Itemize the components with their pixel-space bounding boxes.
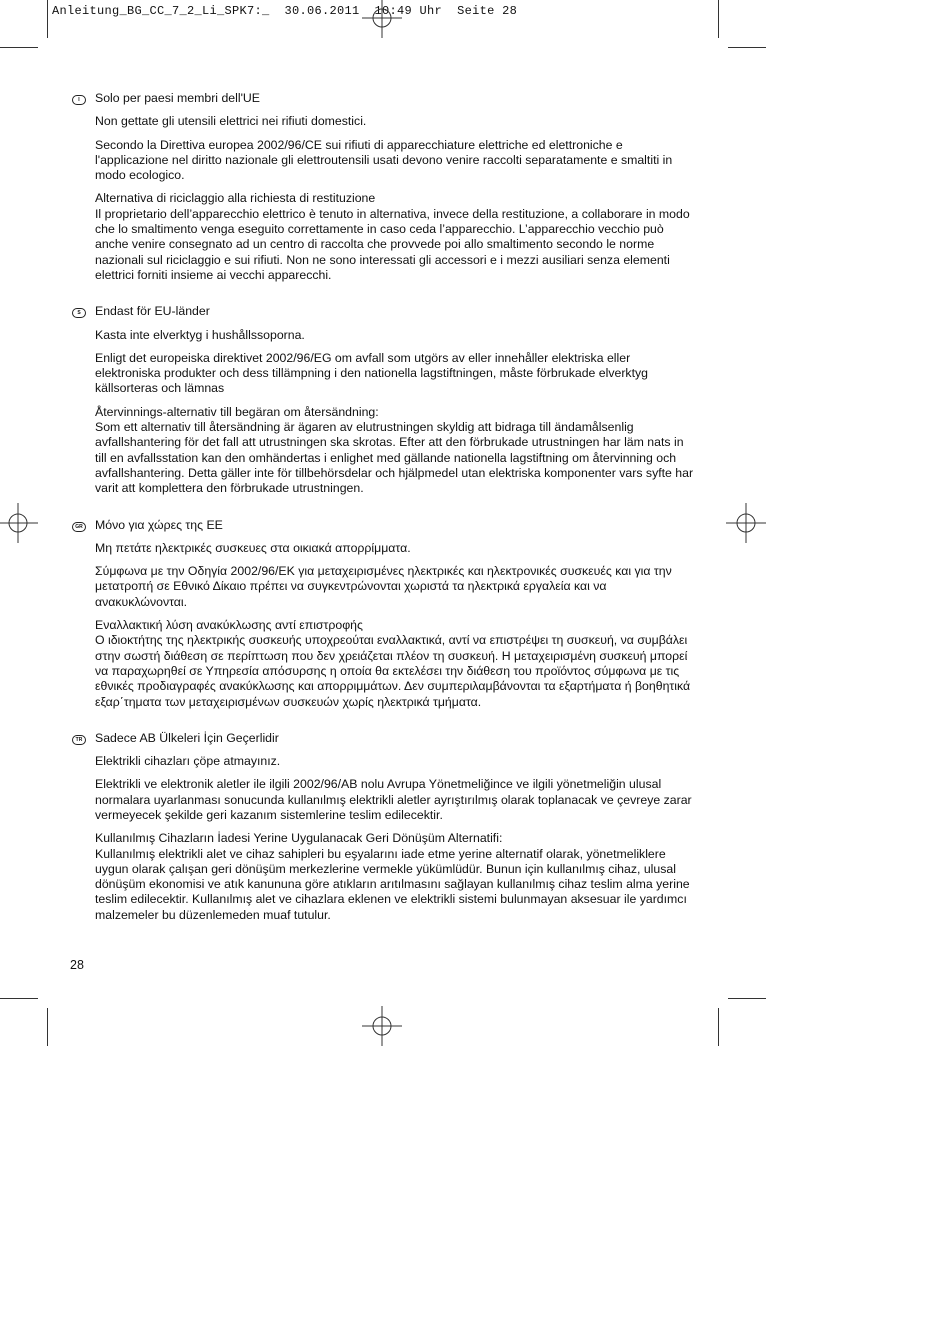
paragraph: [95, 405, 695, 497]
paragraph-body: Som ett alternativ till återsändning är ägaren av elutrustningen skyldig att bidraga till ändamålsenlig avfallshantering för det fall att utrustningen ska skrotas. Efter att den förbrukade utrustningen har läm nats in till en avfallsstation kan den omhändertas i enlighet med gällande nationella lagstiftning om återvinning och avfallshantering. Detta gäller inte för tillbehörsdelar och hjälpmedel utan elektriska komponenter vars syfte har varit att komplettera den förbrukade utrustningen.: [95, 420, 694, 496]
section-heading: Solo per paesi membri dell'UE: [95, 91, 261, 105]
paragraph: Elektrikli cihazları çöpe atmayınız.: [95, 754, 281, 769]
crop-mark: [718, 0, 719, 38]
paragraph: [95, 831, 695, 923]
paragraph-title: Kullanılmış Cihazların İadesi Yerine Uygulanacak Geri Dönüşüm Alternatifi:: [95, 831, 503, 846]
paragraph: Kasta inte elverktyg i hushållssoporna.: [95, 327, 305, 342]
print-slug: Anleitung_BG_CC_7_2_Li_SPK7:_ 30.06.2011 10:49 Uhr Seite 28: [52, 4, 518, 18]
crop-mark: [0, 47, 38, 48]
section-heading: Μόνο για χώρες της ΕΕ: [95, 517, 223, 532]
registration-mark-icon: [726, 503, 766, 543]
section-turkish: [75, 730, 695, 923]
section-heading: Endast för EU-länder: [95, 304, 210, 319]
paragraph-title: Εναλλακτική λύση ανακύκλωσης αντί επιστροφής: [95, 618, 363, 633]
registration-mark-icon: [362, 1006, 402, 1046]
manual-text-body: [75, 91, 695, 944]
crop-mark: [47, 1008, 48, 1046]
paragraph: Μη πετάτε ηλεκτρικές συσκευες στα οικιακά απορρίμματα.: [95, 540, 411, 555]
paragraph: Elektrikli ve elektronik aletler ile ilgili 2002/96/AB nolu Avrupa Yönetmeliğince ve ilgili yönetmeliğin ulusal normalara uyarlanması sonucunda kullanılmış elektrikli aletler ayrıştırılmış olarak toplanacak ve çevreye zarar vermeyecek şekilde geri kazanım sistemlerine teslim edilecektir.: [95, 777, 692, 822]
paragraph: [95, 618, 695, 710]
paragraph: Enligt det europeiska direktivet 2002/96/EG om avfall som utgörs av eller innehåller elektriska eller elektroniska produkter och dess tillämpning i den nationella lagstiftningen, måste förbrukade elverktyg källsorteras och lämnas: [95, 350, 648, 396]
language-badge-icon: GR: [72, 522, 86, 532]
paragraph-title: Återvinnings-alternativ till begäran om återsändning:: [95, 404, 379, 419]
registration-mark-icon: [0, 503, 38, 543]
paragraph-title: Alternativa di riciclaggio alla richiesta di restituzione: [95, 191, 376, 206]
language-badge-icon: I: [72, 95, 86, 105]
crop-mark: [47, 0, 48, 38]
section-greek: [75, 517, 695, 710]
paragraph-body: Il proprietario dell’apparecchio elettrico è tenuto in alternativa, invece della restituzione, a collaborare in modo che lo smaltimento venga eseguito correttamente in caso ceda l’apparecchio. L’apparecchio vecchio può anche venire consegnato ad un centro di raccolta che provvede poi allo smaltimento secondo le norme nazionali sul riciclaggio e sui rifiuti. Non ne sono interessati gli accessori e i mezzi ausiliari senza elementi elettrici forniti insieme ai vecchi apparecchi.: [95, 206, 690, 282]
paragraph-body: Kullanılmış elektrikli alet ve cihaz sahipleri bu eşyalarını iade etme yerine alternatif olarak, yönetmeliklere uygun olarak çalışan geri dönüşüm merkezlerine vermekle yükümlüdür. Bunun için kullanılmış cihaz, ulusal dönüşüm ekonomisi ve atık kanununa göre atıkların arıtılmasını sağlayan kullanılmış cihaz teslim alma yerine teslim edilecektir. Kullanılmış alet ve cihazlara eklenen ve elektrikli sistemi bulunmayan aksesuar ile yardımcı malzemeler bu düzenlemeden muaf tutulur.: [95, 846, 690, 922]
section-italian: [78, 91, 695, 283]
language-badge-icon: S: [72, 308, 86, 318]
registration-mark-icon: [362, 0, 402, 38]
crop-mark: [0, 998, 38, 999]
paragraph-body: Ο ιδιοκτήτης της ηλεκτρικής συσκευής υποχρεούται εναλλακτικά, αντί να επιστρέψει τη συσκευή, να συμβάλει στην σωστή διάθεση σε περίπτωση που δεν χρειάζεται πλέον τη συσκευή. Η μεταχειρισμένη συσκευή μπορεί να παραχωρηθεί σε Υπηρεσία απόσυρσης η οποία θα εκτελέσει την διάθεση του προϊόντος σύμφωνα με τις εθνικές προδιαγραφές ανακύκλωσης και απορριμμάτων. Δεν συμπεριλαμβάνονται τα εξαρτήματα ή βοηθητικά εξαρ΄τηματα των μεταχειρισμένων συσκευών χωρίς ηλεκτρικά τμήματα.: [95, 633, 691, 709]
paragraph: [95, 191, 695, 283]
page-number: 28: [70, 958, 84, 972]
crop-mark: [718, 1008, 719, 1046]
paragraph: Σύμφωνα με την Οδηγία 2002/96/ΕΚ για μεταχειρισμένες ηλεκτρικές και ηλεκτρονικές συσκευές και για την μετατροπή σε Εθνικό Δίκαιο πρέπει να συγκεντρώνονται χωριστά τα ηλεκτρικά εργαλεία και να ανακυκλώνονται.: [95, 564, 672, 609]
section-heading: Sadece AB Ülkeleri İçin Geçerlidir: [95, 730, 279, 745]
crop-mark: [728, 998, 766, 999]
paragraph: Non gettate gli utensili elettrici nei rifiuti domestici.: [95, 114, 367, 129]
section-swedish: [77, 304, 695, 496]
language-badge-icon: TR: [72, 735, 86, 745]
paragraph: Secondo la Direttiva europea 2002/96/CE sui rifiuti di apparecchiature elettriche ed elettroniche e l'applicazione nel diritto nazionale gli elettroutensili usati devono venire raccolti separatamente e smaltiti in modo ecologico.: [95, 137, 673, 183]
crop-mark: [728, 47, 766, 48]
